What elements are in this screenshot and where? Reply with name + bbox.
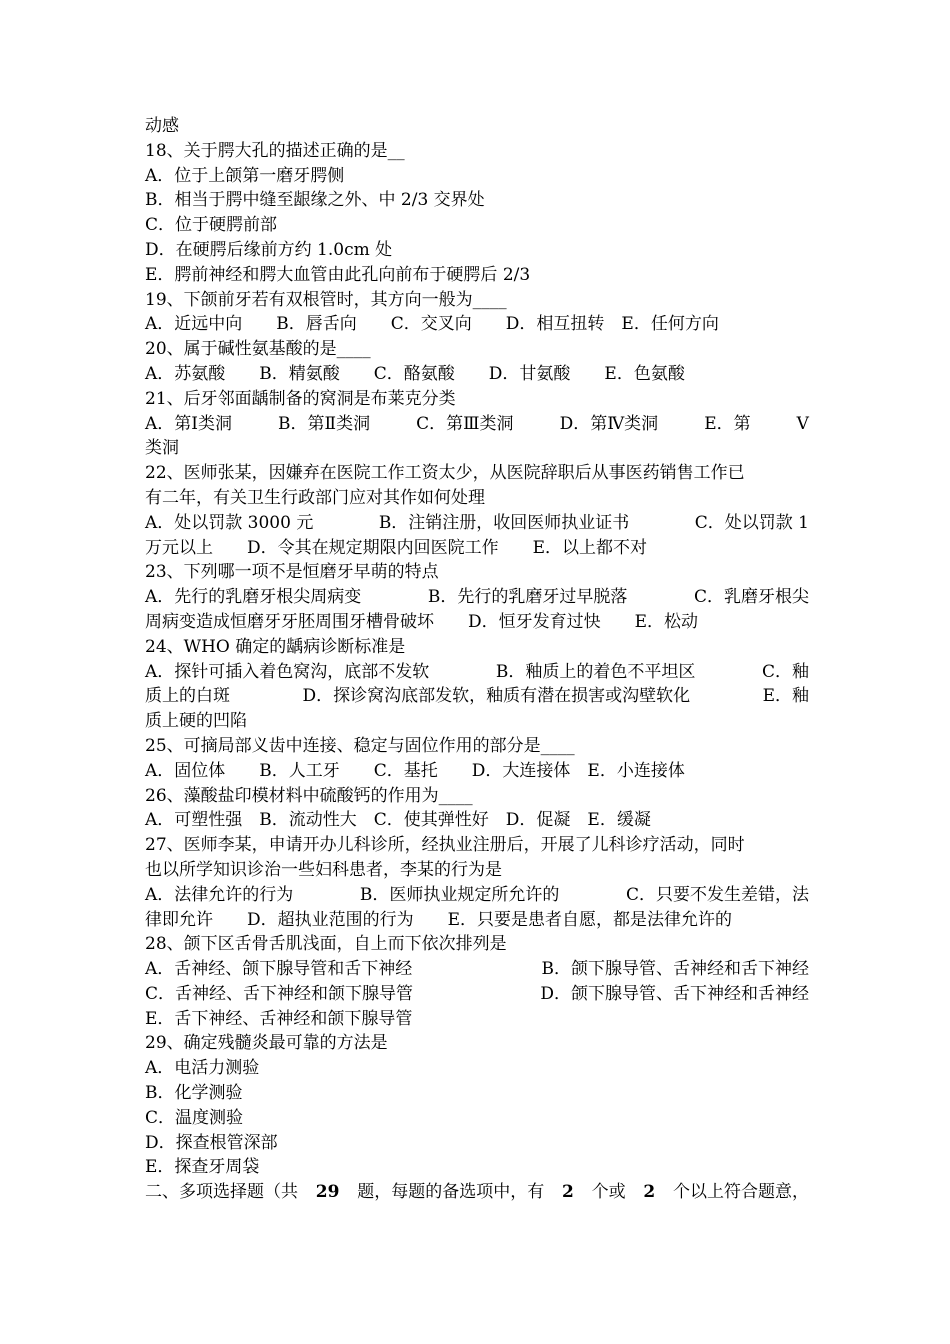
text-line: E．腭前神经和腭大血管由此孔向前布于硬腭后 2/3 — [145, 264, 531, 285]
text-line: 21、后牙邻面龋制备的窝洞是布莱克分类 — [145, 388, 456, 409]
text-line: 质上硬的凹陷 — [145, 711, 247, 732]
text-segment: B．先行的乳磨牙过早脱落 — [427, 587, 628, 608]
text-line: 有二年，有关卫生行政部门应对其作如何处理 — [145, 487, 485, 508]
text-line — [145, 982, 809, 1007]
text-segment: 2 — [561, 1182, 574, 1203]
text-line: B．化学测验 — [145, 1083, 243, 1104]
text-line: 24、WHO 确定的龋病诊断标准是 — [145, 636, 406, 657]
text-segment: C．只要不发生差错，法 — [625, 884, 809, 905]
text-segment: B．颌下腺导管、舌神经和舌下神经 — [541, 959, 809, 980]
text-segment: C．釉 — [761, 661, 809, 682]
text-segment: D．颌下腺导管、舌下神经和舌神经 — [540, 983, 809, 1004]
text-line: D．探查根管深部 — [145, 1132, 278, 1153]
text-line — [145, 684, 809, 709]
text-line: 26、藻酸盐印模材料中硫酸钙的作用为____ — [145, 785, 473, 806]
text-segment: C．乳磨牙根尖 — [693, 587, 809, 608]
text-segment: D．第Ⅳ类洞 — [559, 413, 659, 434]
text-line: 22、医师张某，因嫌弃在医院工作工资太少，从医院辞职后从事医药销售工作已 — [145, 463, 745, 484]
text-segment: B．釉质上的着色不平坦区 — [495, 661, 696, 682]
text-line: A．近远中向 B．唇舌向 C．交叉向 D．相互扭转 E．任何方向 — [145, 314, 719, 335]
text-segment: 29 — [315, 1182, 340, 1203]
text-segment: A．探针可插入着色窝沟，底部不发软 — [145, 661, 430, 682]
text-segment: 二、多项选择题（共 — [145, 1182, 298, 1203]
text-line: A．可塑性强 B．流动性大 C．使其弹性好 D．促凝 E．缓凝 — [145, 810, 651, 831]
text-line — [145, 585, 809, 610]
text-segment: D．探诊窝沟底部发软，釉质有潜在损害或沟壁软化 — [302, 686, 691, 707]
text-line: E．探查牙周袋 — [145, 1157, 260, 1178]
text-segment: A．法律允许的行为 — [145, 884, 294, 905]
text-line — [145, 883, 809, 908]
text-segment: B．第Ⅱ类洞 — [278, 413, 371, 434]
text-line: A．位于上颌第一磨牙腭侧 — [145, 165, 345, 186]
text-line: B．相当于腭中缝至龈缘之外、中 2/3 交界处 — [145, 190, 485, 211]
text-segment: E．釉 — [762, 686, 809, 707]
text-segment: V — [796, 413, 809, 434]
text-segment: C．第Ⅲ类洞 — [416, 413, 514, 434]
text-line: 动感 — [145, 116, 179, 136]
text-segment: 2 — [643, 1182, 656, 1203]
text-line: 29、确定残髓炎最可靠的方法是 — [145, 1033, 388, 1054]
text-line: 20、属于碱性氨基酸的是____ — [145, 339, 371, 360]
text-segment: 个或 — [591, 1182, 626, 1203]
text-line: A．苏氨酸 B．精氨酸 C．酪氨酸 D．甘氨酸 E．色氨酸 — [145, 363, 685, 384]
text-line: 28、颌下区舌骨舌肌浅面，自上而下依次排列是 — [145, 934, 507, 955]
text-line: C．温度测验 — [145, 1107, 244, 1128]
text-line — [145, 660, 809, 685]
text-line — [145, 511, 809, 536]
text-line: 19、下颌前牙若有双根管时，其方向一般为____ — [145, 289, 507, 310]
text-line: 类洞 — [145, 438, 179, 459]
text-line: 18、关于腭大孔的描述正确的是__ — [145, 140, 405, 161]
text-line: 万元以上 D．令其在规定期限内回医院工作 E．以上都不对 — [145, 537, 648, 558]
text-segment: E．第 — [704, 413, 751, 434]
text-segment: 题，每题的备选项中，有 — [357, 1182, 545, 1203]
text-segment: A．舌神经、颌下腺导管和舌下神经 — [145, 959, 413, 980]
text-segment: C．舌神经、舌下神经和颌下腺导管 — [145, 983, 414, 1004]
text-line: 27、医师李某，申请开办儿科诊所，经执业注册后，开展了儿科诊疗活动，同时 — [145, 835, 745, 856]
text-line: A．固位体 B．人工牙 C．基托 D．大连接体 E．小连接体 — [145, 760, 685, 781]
document-body — [145, 114, 809, 1205]
text-segment: B．注销注册，收回医师执业证书 — [378, 512, 630, 533]
text-line — [145, 412, 809, 437]
text-segment: A．第Ⅰ类洞 — [145, 413, 232, 434]
text-segment: 个以上符合题意， — [672, 1182, 809, 1203]
text-line: 律即允许 D．超执业范围的行为 E．只要是患者自愿，都是法律允许的 — [145, 909, 733, 930]
text-segment: C．处以罚款 1 — [694, 512, 809, 533]
text-line: 23、下列哪一项不是恒磨牙早萌的特点 — [145, 562, 439, 583]
text-line: E．舌下神经、舌神经和颌下腺导管 — [145, 1008, 413, 1029]
text-line: D．在硬腭后缘前方约 1.0cm 处 — [145, 239, 393, 260]
text-segment: A．先行的乳磨牙根尖周病变 — [145, 587, 362, 608]
text-segment: B．医师执业规定所允许的 — [359, 884, 560, 905]
text-segment: 质上的白斑 — [145, 686, 230, 707]
text-line: A．电活力测验 — [145, 1058, 260, 1079]
text-line: 周病变造成恒磨牙牙胚周围牙槽骨破坏 D．恒牙发育过快 E．松动 — [145, 611, 699, 632]
text-line: 也以所学知识诊治一些妇科患者，李某的行为是 — [145, 859, 502, 880]
text-segment: A．处以罚款 3000 元 — [145, 512, 314, 533]
text-line — [145, 1180, 809, 1205]
text-line: C．位于硬腭前部 — [145, 215, 278, 236]
text-line — [145, 957, 809, 982]
text-line: 25、可摘局部义齿中连接、稳定与固位作用的部分是____ — [145, 735, 575, 756]
